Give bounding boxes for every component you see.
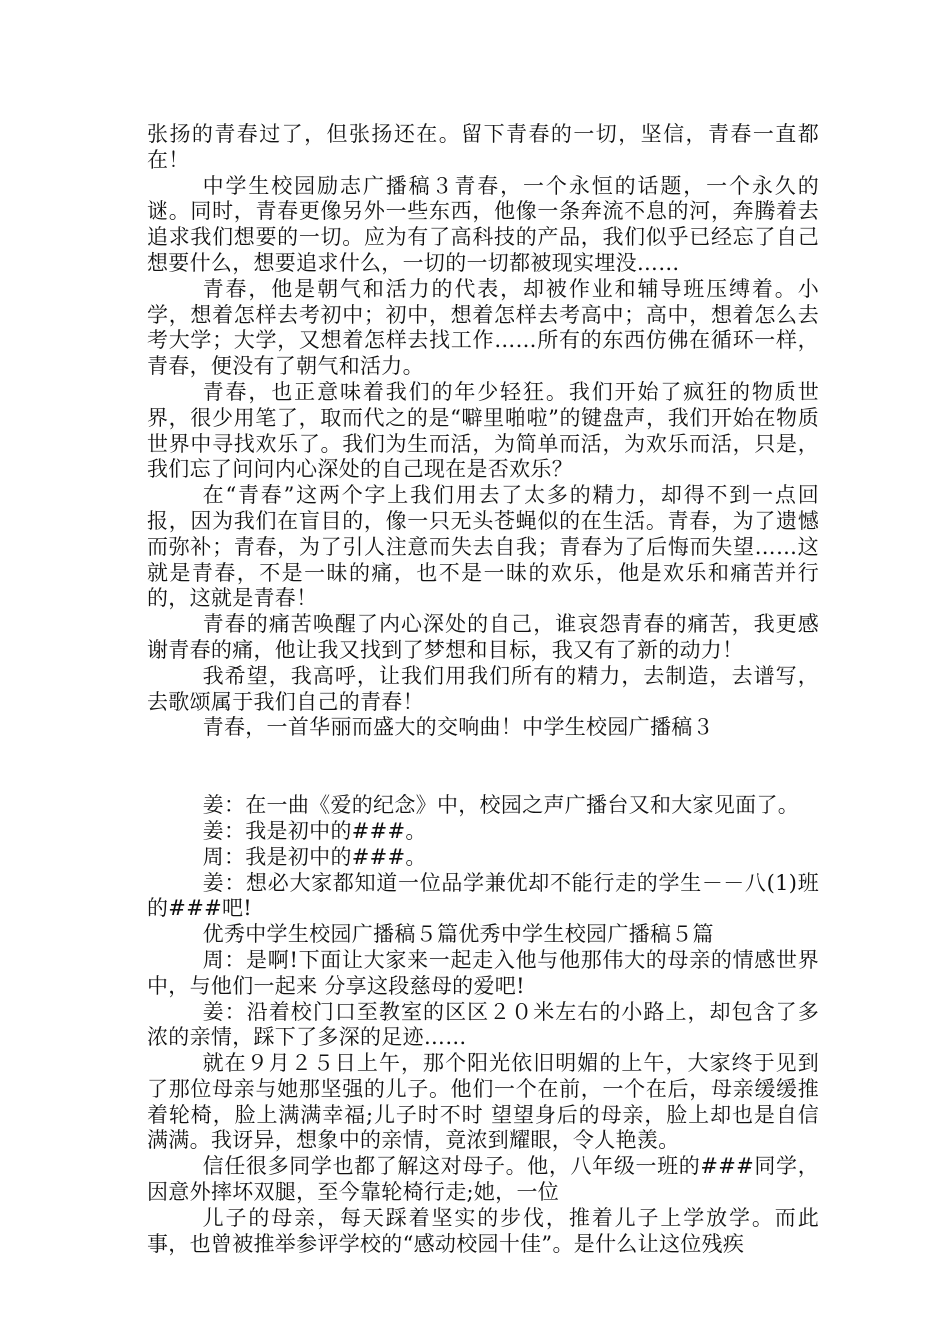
document-section-broadcast	[147, 793, 819, 1257]
paragraph: 姜：想必大家都知道一位品学兼优却不能行走的学生－－八(1)班的###吧!	[147, 870, 819, 921]
paragraph: 信任很多同学也都了解这对母子。他，八年级一班的###同学，因意外摔坏双腿，至今靠轮椅行走;她，一位	[147, 1154, 819, 1205]
paragraph: 我希望，我高呼，让我们用我们所有的精力，去制造，去谱写，去歌颂属于我们自己的青春！	[147, 663, 819, 714]
paragraph: 青春的痛苦唤醒了内心深处的自己，谁哀怨青春的痛苦，我更感谢青春的痛，他让我又找到了梦想和目标，我又有了新的动力！	[147, 612, 819, 662]
paragraph: 在“青春”这两个字上我们用去了太多的精力，却得不到一点回报，因为我们在盲目的，像一只无头苍蝇似的在生活。青春，为了遗憾而弥补；青春，为了引人注意而失去自我；青春为了后悔而失望……这就是青春，不是一昧的痛，也不是一昧的欢乐，他是欢乐和痛苦并行的，这就是青春！	[147, 483, 819, 611]
document-section-youth	[147, 122, 819, 741]
paragraph: 周：是啊!下面让大家来一起走入他与他那伟大的母亲的情感世界中，与他们一起来 分享这段慈母的爱吧!	[147, 947, 819, 998]
paragraph: 周：我是初中的###。	[202, 844, 427, 869]
paragraph: 中学生校园励志广播稿３青春，一个永恒的话题，一个永久的谜。同时，青春更像另外一些东西，他像一条奔流不息的河，奔腾着去追求我们想要的一切。应为有了高科技的产品，我们似乎已经忘了自己想要什么，想要追求什么，一切的一切都被现实埋没……	[147, 173, 819, 275]
paragraph: 青春，他是朝气和活力的代表，却被作业和辅导班压缚着。小学，想着怎样去考初中；初中，想着怎样去考高中；高中，想着怎么去考大学；大学，又想着怎样去找工作……所有的东西仿佛在循环一样，青春，便没有了朝气和活力。	[147, 276, 819, 379]
paragraph: 儿子的母亲，每天踩着坚实的步伐，推着儿子上学放学。而此事，也曾被推举参评学校的“感动校园十佳”。是什么让这位残疾	[147, 1205, 819, 1256]
paragraph: 优秀中学生校园广播稿５篇优秀中学生校园广播稿５篇	[202, 922, 714, 947]
paragraph: 就在９月２５日上午，那个阳光依旧明媚的上午，大家终于见到了那位母亲与她那坚强的儿子。他们一个在前，一个在后，母亲缓缓推着轮椅，脸上满满幸福;儿子时不时 望望身后的母亲，脸上却也是自信满满。我讶异，想象中的亲情，竟浓到耀眼，令人艳羡。	[147, 1051, 819, 1153]
paragraph: 姜：在一曲《爱的纪念》中，校园之声广播台又和大家见面了。	[202, 793, 800, 818]
document-page	[147, 122, 819, 1257]
paragraph: 张扬的青春过了，但张扬还在。留下青春的一切，坚信，青春一直都在！	[147, 122, 819, 172]
paragraph: 姜：沿着校门口至教室的区区２０米左右的小路上，却包含了多浓的亲情，踩下了多深的足迹……	[147, 999, 819, 1050]
paragraph: 青春，也正意味着我们的年少轻狂。我们开始了疯狂的物质世界，很少用笔了，取而代之的是“噼里啪啦”的键盘声，我们开始在物质世界中寻找欢乐了。我们为生而活，为简单而活，为欢乐而活，只是，我们忘了问问内心深处的自己现在是否欢乐？	[147, 379, 819, 482]
section-gap	[147, 741, 819, 793]
paragraph: 青春，一首华丽而盛大的交响曲！中学生校园广播稿３	[202, 715, 714, 740]
paragraph: 姜：我是初中的###。	[202, 818, 427, 843]
